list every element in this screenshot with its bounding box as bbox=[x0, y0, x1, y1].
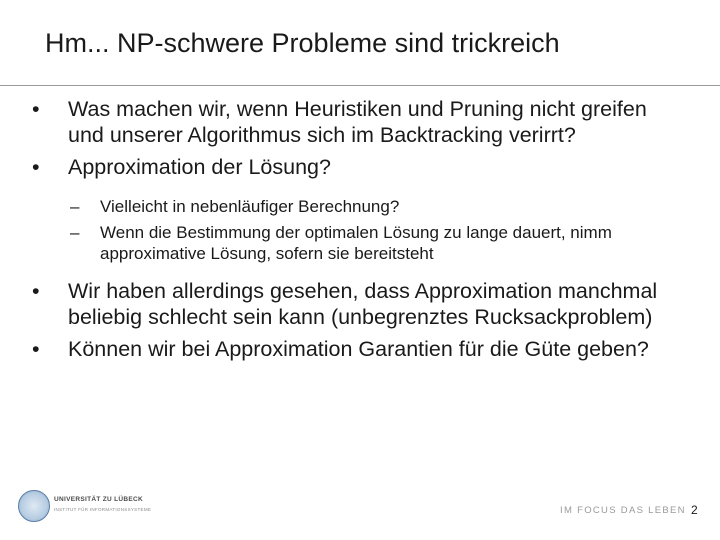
bullet-text: Wir haben allerdings gesehen, dass Approximation manchmal beliebig schlecht sein kann (unbegrenztes Rucksackproblem) bbox=[68, 279, 658, 329]
bullet-text: Was machen wir, wenn Heuristiken und Pruning nicht greifen und unserer Algorithmus sich im Backtracking verirrt? bbox=[68, 97, 647, 147]
sub-bullet-item bbox=[70, 222, 670, 264]
bullet-marker: • bbox=[32, 337, 40, 361]
page-number: 2 bbox=[691, 503, 698, 517]
bullet-item bbox=[30, 336, 670, 362]
title-divider bbox=[0, 85, 720, 86]
bullet-marker: • bbox=[32, 155, 40, 179]
sub-bullet-text: Wenn die Bestimmung der optimalen Lösung zu lange dauert, nimm approximative Lösung, sofern sie bereitsteht bbox=[100, 223, 612, 263]
sub-bullet-list bbox=[30, 196, 670, 264]
bullet-marker: • bbox=[32, 279, 40, 303]
institute-name: INSTITUT FÜR INFORMATIONSSYSTEME bbox=[54, 507, 152, 512]
bullet-text: Können wir bei Approximation Garantien für die Güte geben? bbox=[68, 337, 649, 361]
bullet-marker: • bbox=[32, 97, 40, 121]
sub-bullet-text: Vielleicht in nebenläufiger Berechnung? bbox=[100, 197, 400, 216]
bullet-item bbox=[30, 278, 670, 330]
footer-slogan: IM FOCUS DAS LEBEN bbox=[560, 505, 686, 516]
university-logo bbox=[18, 490, 163, 524]
slide-body bbox=[30, 96, 670, 368]
bullet-item bbox=[30, 96, 670, 148]
sub-bullet-marker: – bbox=[70, 197, 80, 216]
slide-title: Hm... NP-schwere Probleme sind trickreich bbox=[45, 28, 560, 58]
sub-bullet-item bbox=[70, 196, 670, 217]
bullet-item bbox=[30, 154, 670, 180]
university-seal-icon bbox=[18, 490, 50, 522]
sub-bullet-marker: – bbox=[70, 223, 80, 242]
bullet-text: Approximation der Lösung? bbox=[68, 155, 331, 179]
university-name: UNIVERSITÄT ZU LÜBECK bbox=[54, 496, 143, 503]
